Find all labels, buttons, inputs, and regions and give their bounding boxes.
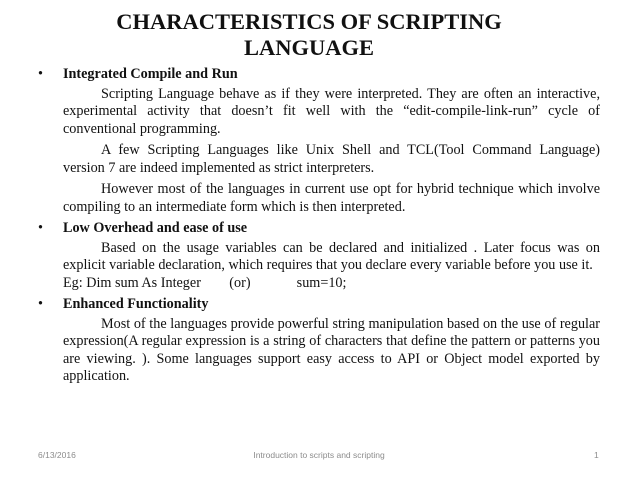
heading-text: Low Overhead and ease of use xyxy=(63,220,248,236)
paragraph: A few Scripting Languages like Unix Shell and TCL(Tool Command Language) version 7 are indeed implemented as strict interpreters. xyxy=(63,142,600,176)
heading-text: Enhanced Functionality xyxy=(63,296,209,312)
bullet-dot: • xyxy=(38,66,43,82)
bullet-dot: • xyxy=(38,220,43,236)
bullet-heading xyxy=(38,66,600,84)
slide-title xyxy=(0,9,618,61)
paragraph: Scripting Language behave as if they were interpreted. They are often an interactive, experimental activity that doesn’t fit well with the “edit-compile-link-run” cycle of conventional programming. xyxy=(63,85,600,137)
bullet-heading xyxy=(38,296,600,314)
page-number: 1 xyxy=(594,450,599,460)
slide-content xyxy=(38,66,600,386)
paragraph: However most of the languages in current use opt for hybrid technique which involve compiling to an intermediate form which is then interpreted. xyxy=(63,181,600,215)
paragraph: Based on the usage variables can be declared and initialized . Later focus was on explicit variable declaration, which requires that you declare every variable before you use it. xyxy=(63,239,600,273)
footer-date: 6/13/2016 xyxy=(38,450,76,460)
bullet-dot: • xyxy=(38,296,43,312)
code-example: Eg: Dim sum As Integer (or) sum=10; xyxy=(63,274,347,291)
heading-text: Integrated Compile and Run xyxy=(63,66,238,82)
footer-title: Introduction to scripts and scripting xyxy=(253,450,385,460)
title-line-2: LANGUAGE xyxy=(243,35,374,60)
title-line-1: CHARACTERISTICS OF SCRIPTING xyxy=(116,9,502,34)
bullet-heading xyxy=(38,220,600,238)
paragraph: Most of the languages provide powerful string manipulation based on the use of regular expression(A regular expression is a string of characters that define the pattern or patterns you are viewing. ). Some languages support easy access to API or Object model exported by application. xyxy=(63,315,600,384)
